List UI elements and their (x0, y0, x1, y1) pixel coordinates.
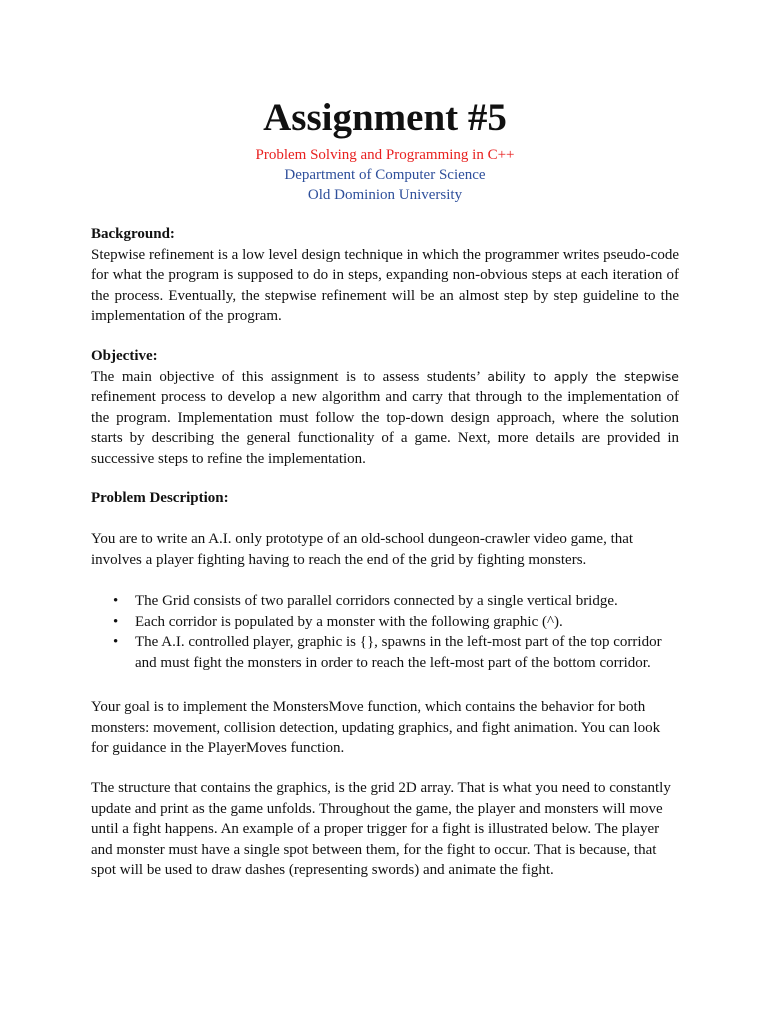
list-item-text: Each corridor is populated by a monster with the following graphic (^). (135, 613, 563, 630)
list-item (113, 591, 679, 612)
background-section (91, 224, 679, 327)
problem-heading: Problem Description: (91, 490, 229, 506)
grid-rules-list (113, 591, 679, 673)
bullet-icon: • (113, 613, 119, 630)
university-name: Old Dominion University (307, 187, 463, 203)
list-item-text: The A.I. controlled player, graphic is {}, spawns in the left-most part of the top corridor and must fight the monsters in order to reach the left-most part of the bottom corridor. (135, 634, 662, 671)
department-name: Department of Computer Science (284, 167, 486, 183)
objective-section (91, 346, 679, 470)
problem-intro: You are to write an A.I. only prototype of an old-school dungeon-crawler video game, that involves a player fighting having to reach the end of the grid by fighting monsters. (91, 531, 634, 568)
assignment-title: Assignment #5 (263, 96, 507, 139)
bullet-icon: • (113, 593, 119, 609)
structure-paragraph: The structure that contains the graphics, is the grid 2D array. That is what you need to constantly update and print as the game unfolds. Throughout the game, the player and monsters will move until a fight happens. An example of a proper trigger for a fight is illustrated below. The player and monster must have a single spot between them, for the fight to occur. That is because, that spot will be used to draw dashes (representing swords) and animate the fight. (91, 780, 671, 879)
objective-text-part3: refinement process to develop a new algorithm and carry that through to the implementation of the program. Implementation must follow the top-down design approach, where the solution starts by describing the general functionality of a game. Next, more details are provided in successive steps to refine the implementation. (91, 389, 679, 467)
objective-text-part1: The main objective of this assignment is to assess students’ (91, 368, 488, 385)
list-item (113, 612, 679, 633)
bullet-icon: • (113, 634, 119, 651)
background-text: Stepwise refinement is a low level design technique in which the programmer writes pseudo-code for what the program is supposed to do in steps, expanding non-obvious steps at each iteration of the process. Eventually, the stepwise refinement will be an almost step by step guideline to the implementation of the program. (91, 246, 679, 325)
background-heading: Background: (91, 226, 175, 242)
objective-heading: Objective: (91, 348, 158, 364)
problem-section-heading-wrap (91, 488, 679, 509)
objective-text-part2: ability to apply the stepwise (487, 368, 679, 384)
list-item (113, 632, 679, 673)
course-name: Problem Solving and Programming in C++ (255, 147, 515, 163)
list-item-text: The Grid consists of two parallel corridors connected by a single vertical bridge. (135, 593, 618, 609)
goal-paragraph: Your goal is to implement the MonstersMove function, which contains the behavior for both monsters: movement, collision detection, updating graphics, and fight animation. You can look for guidance in the PlayerMoves function. (91, 699, 661, 757)
